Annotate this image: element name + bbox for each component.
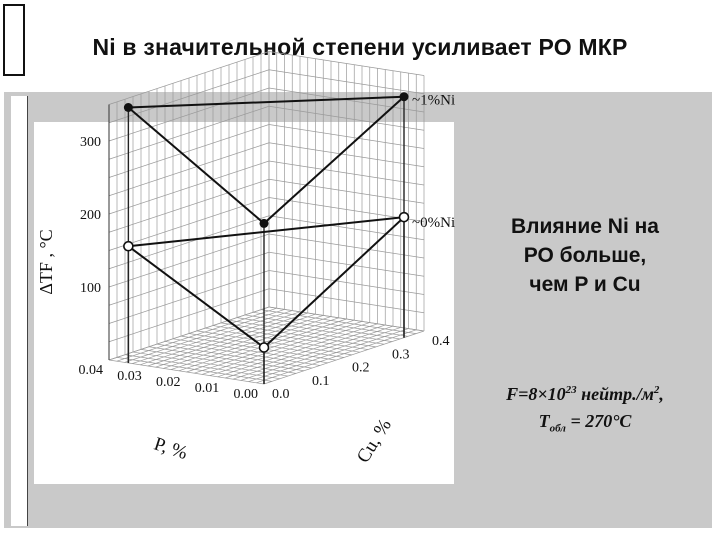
grid-line	[253, 312, 408, 336]
flux-units: нейтр./м	[576, 384, 654, 404]
irradiation-conditions	[460, 377, 710, 443]
sidebar-line-3: чем P и Cu	[529, 273, 641, 296]
z-tick-label: 200	[80, 208, 101, 223]
series-one-percent-ni	[124, 92, 455, 384]
flux-exponent: 23	[565, 384, 577, 396]
y-tick-label: 0.1	[312, 373, 330, 389]
x-axis-title: P, %	[151, 433, 191, 464]
data-point	[124, 103, 133, 112]
series-label: ~1%Ni	[412, 92, 456, 109]
z-tick-label: 300	[80, 135, 101, 150]
flux-units-power: 2	[653, 384, 660, 396]
data-point	[400, 92, 409, 101]
chart-3d-plot	[34, 92, 456, 484]
sidebar-line-2: РО больше,	[523, 244, 647, 267]
data-point	[124, 242, 133, 251]
x-tick-label: 0.03	[117, 369, 142, 384]
x-tick-label: 0.04	[78, 363, 103, 378]
temp-line	[460, 408, 710, 443]
y-axis-title: Cu, %	[352, 415, 396, 467]
flux-line	[460, 377, 710, 408]
x-tick-label: 0.02	[156, 375, 181, 390]
data-point	[260, 219, 269, 228]
x-tick-label: 0.00	[233, 387, 258, 402]
left-strip	[11, 96, 28, 526]
temp-value: = 270°C	[565, 411, 632, 431]
y-tick-label: 0.4	[432, 334, 450, 349]
z-tick-label: 100	[80, 281, 101, 296]
flux-prefix: F=8×10	[506, 384, 566, 404]
grid-line	[245, 315, 400, 339]
y-tick-label: 0.3	[392, 347, 410, 363]
y-tick-label: 0.2	[352, 360, 370, 376]
temp-subscript: обл	[549, 422, 566, 435]
sidebar-line-1: Влияние Ni на	[511, 215, 659, 238]
slide-title: Ni в значительной степени усиливает РО МКР	[92, 34, 628, 60]
data-point	[400, 213, 409, 222]
series-label: ~0%Ni	[412, 215, 456, 232]
z-axis-title: ΔTF , °C	[36, 229, 56, 295]
data-point	[260, 343, 269, 352]
plot-panel	[34, 92, 456, 484]
temp-symbol: T	[538, 411, 550, 431]
y-tick-label: 0.0	[272, 387, 290, 402]
sidebar-conclusion	[470, 212, 700, 299]
x-tick-label: 0.01	[194, 381, 220, 396]
flux-suffix: ,	[659, 384, 664, 404]
